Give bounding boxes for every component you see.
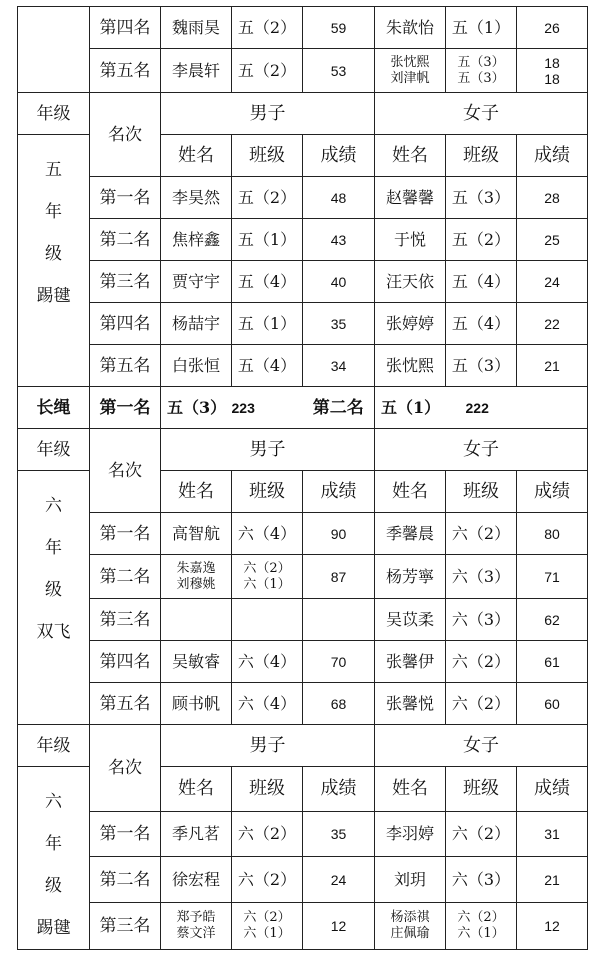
score-header: 成绩 xyxy=(303,135,375,177)
boy-score-cell: 34 xyxy=(303,345,375,387)
girl-name-cell: 赵馨馨 xyxy=(375,177,446,219)
boy-score-cell: 12 xyxy=(303,902,375,949)
boy-name-cell: 焦梓鑫 xyxy=(161,219,232,261)
table-row xyxy=(18,641,588,683)
boy-score-cell: 48 xyxy=(303,177,375,219)
girl-score-cell: 60 xyxy=(517,683,588,725)
header-row xyxy=(18,429,588,471)
table-row xyxy=(18,812,588,857)
score-header: 成绩 xyxy=(517,135,588,177)
section-label-char: 年 xyxy=(45,834,62,854)
girl-name-cell: 吴苡柔 xyxy=(375,599,446,641)
boy-score-cell: 59 xyxy=(303,7,375,49)
girl-class-cell xyxy=(446,902,517,949)
rank-cell: 第二名 xyxy=(90,219,161,261)
girl-name-cell: 朱歆怡 xyxy=(375,7,446,49)
girl-class-cell: 六（3） xyxy=(446,555,517,599)
boy-name-cell: 李昊然 xyxy=(161,177,232,219)
rank-cell: 第五名 xyxy=(90,49,161,93)
section-label xyxy=(18,767,90,950)
boy-class-cell: 五（4） xyxy=(232,345,303,387)
name-header: 姓名 xyxy=(161,135,232,177)
boy-score-cell: 35 xyxy=(303,812,375,857)
boy-name-line: 郑予皓 xyxy=(176,909,216,925)
girl-class-cell: 六（2） xyxy=(446,513,517,555)
name-header: 姓名 xyxy=(375,471,446,513)
boy-name-cell: 白张恒 xyxy=(161,345,232,387)
rank-cell: 第三名 xyxy=(90,902,161,949)
boy-class-cell: 五（2） xyxy=(232,177,303,219)
girl-score-cell: 61 xyxy=(517,641,588,683)
girl-name-cell xyxy=(375,49,446,93)
boy-class-line: 六（2） xyxy=(243,909,291,925)
girl-score-cell: 21 xyxy=(517,345,588,387)
rank-cell: 第三名 xyxy=(90,599,161,641)
section-label xyxy=(18,471,90,725)
boy-score-cell xyxy=(303,599,375,641)
girl-name-cell: 杨芳寧 xyxy=(375,555,446,599)
boy-score-cell: 90 xyxy=(303,513,375,555)
rank-header: 名次 xyxy=(90,725,161,812)
girl-class-cell: 六（2） xyxy=(446,683,517,725)
boy-class-cell: 六（4） xyxy=(232,683,303,725)
boy-name-cell: 吴敏睿 xyxy=(161,641,232,683)
boy-score-cell: 43 xyxy=(303,219,375,261)
girl-name-cell xyxy=(375,902,446,949)
header-row xyxy=(18,725,588,767)
girl-class-line: 五（3） xyxy=(457,54,505,70)
girl-score-cell: 25 xyxy=(517,219,588,261)
girl-score-cell: 26 xyxy=(517,7,588,49)
section-label-char: 级 xyxy=(45,876,62,896)
long-rope-second-class: 五（1） xyxy=(375,387,446,429)
boy-name-line: 刘穆姚 xyxy=(176,576,216,592)
girl-score-cell: 71 xyxy=(517,555,588,599)
boy-class-cell: 六（4） xyxy=(232,513,303,555)
boy-class-cell: 五（2） xyxy=(232,7,303,49)
rank-cell: 第五名 xyxy=(90,683,161,725)
girl-score-cell: 21 xyxy=(517,857,588,902)
boy-name-cell: 魏雨昊 xyxy=(161,7,232,49)
class-header: 班级 xyxy=(232,135,303,177)
boy-name-line: 蔡文洋 xyxy=(176,925,216,941)
table-row xyxy=(18,7,588,49)
boy-score-cell: 70 xyxy=(303,641,375,683)
girl-name-cell: 张馨悦 xyxy=(375,683,446,725)
girl-class-cell: 六（2） xyxy=(446,641,517,683)
girl-name-cell: 张馨伊 xyxy=(375,641,446,683)
rank-cell: 第三名 xyxy=(90,261,161,303)
girl-score-line: 18 xyxy=(544,54,560,71)
boy-name-line: 朱嘉逸 xyxy=(176,560,216,576)
boy-class-line: 六（2） xyxy=(243,560,291,576)
girl-class-cell: 五（1） xyxy=(446,7,517,49)
section-label-char: 级 xyxy=(45,244,62,264)
girl-class-cell: 五（4） xyxy=(446,303,517,345)
girl-score-cell: 62 xyxy=(517,599,588,641)
girl-name-cell: 刘玥 xyxy=(375,857,446,902)
grade-header: 年级 xyxy=(18,429,90,471)
section-label-char: 踢毽 xyxy=(36,918,71,938)
girl-class-cell: 五（3） xyxy=(446,177,517,219)
table-row xyxy=(18,49,588,93)
girl-name-line: 张忱熙 xyxy=(390,54,430,70)
grade-header: 年级 xyxy=(18,93,90,135)
girl-name-cell: 季馨晨 xyxy=(375,513,446,555)
rank-cell: 第五名 xyxy=(90,345,161,387)
boy-name-cell xyxy=(161,555,232,599)
section-label-char: 年 xyxy=(45,538,62,558)
boy-name-cell: 徐宏程 xyxy=(161,857,232,902)
girls-header: 女子 xyxy=(375,725,588,767)
boy-class-cell: 五（2） xyxy=(232,49,303,93)
girl-score-cell: 31 xyxy=(517,812,588,857)
boys-header: 男子 xyxy=(161,93,375,135)
boy-class-cell xyxy=(232,599,303,641)
girl-score-cell xyxy=(517,49,588,93)
boy-score-cell: 35 xyxy=(303,303,375,345)
long-rope-first-score: 223 xyxy=(232,387,303,429)
section-label-char: 踢毽 xyxy=(36,286,71,306)
table-row xyxy=(18,345,588,387)
table-row xyxy=(18,683,588,725)
class-header: 班级 xyxy=(446,767,517,812)
table-row xyxy=(18,555,588,599)
rank-cell: 第二名 xyxy=(90,857,161,902)
rank-cell: 第一名 xyxy=(90,812,161,857)
girl-name-cell: 张忱熙 xyxy=(375,345,446,387)
section-label-char: 五 xyxy=(45,160,62,180)
long-rope-first-class: 五（3） xyxy=(161,387,232,429)
header-row xyxy=(18,93,588,135)
class-header: 班级 xyxy=(446,135,517,177)
rank-cell: 第四名 xyxy=(90,7,161,49)
girl-score-cell: 28 xyxy=(517,177,588,219)
name-header: 姓名 xyxy=(161,471,232,513)
boy-name-cell: 贾守宇 xyxy=(161,261,232,303)
girl-class-cell: 六（3） xyxy=(446,857,517,902)
boy-class-cell xyxy=(232,902,303,949)
boy-class-cell: 六（2） xyxy=(232,812,303,857)
girl-score-cell: 22 xyxy=(517,303,588,345)
girl-class-line: 六（1） xyxy=(457,925,505,941)
section-label xyxy=(18,135,90,387)
long-rope-second-score: 222 xyxy=(446,387,588,429)
table-row xyxy=(18,513,588,555)
rank-cell: 第二名 xyxy=(90,555,161,599)
section-label-char: 年 xyxy=(45,202,62,222)
girls-header: 女子 xyxy=(375,429,588,471)
table-row xyxy=(18,303,588,345)
boy-score-cell: 68 xyxy=(303,683,375,725)
girl-score-cell: 24 xyxy=(517,261,588,303)
girl-name-cell: 李羽婷 xyxy=(375,812,446,857)
boy-name-cell: 季凡茗 xyxy=(161,812,232,857)
girl-score-cell: 80 xyxy=(517,513,588,555)
table-row xyxy=(18,261,588,303)
name-header: 姓名 xyxy=(375,135,446,177)
class-header: 班级 xyxy=(446,471,517,513)
table-row xyxy=(18,219,588,261)
section-label-char: 六 xyxy=(45,792,62,812)
rank-cell: 第四名 xyxy=(90,303,161,345)
boy-score-cell: 40 xyxy=(303,261,375,303)
boy-class-cell: 五（1） xyxy=(232,219,303,261)
boy-name-cell xyxy=(161,599,232,641)
girl-score-line: 18 xyxy=(544,70,560,87)
table-row xyxy=(18,902,588,949)
girl-class-cell: 五（3） xyxy=(446,345,517,387)
boy-class-cell: 六（4） xyxy=(232,641,303,683)
table-row xyxy=(18,857,588,902)
girl-class-cell: 六（3） xyxy=(446,599,517,641)
girl-class-cell: 五（4） xyxy=(446,261,517,303)
long-rope-row xyxy=(18,387,588,429)
score-header: 成绩 xyxy=(517,767,588,812)
girls-header: 女子 xyxy=(375,93,588,135)
rank-header: 名次 xyxy=(90,93,161,177)
grade-header: 年级 xyxy=(18,725,90,767)
long-rope-first-rank: 第一名 xyxy=(90,387,161,429)
girl-name-cell: 汪天依 xyxy=(375,261,446,303)
girl-class-cell xyxy=(446,49,517,93)
table-row xyxy=(18,599,588,641)
boy-name-cell: 杨喆宇 xyxy=(161,303,232,345)
boy-score-cell: 53 xyxy=(303,49,375,93)
boy-score-cell: 24 xyxy=(303,857,375,902)
rank-cell: 第一名 xyxy=(90,177,161,219)
score-header: 成绩 xyxy=(517,471,588,513)
boy-class-cell xyxy=(232,555,303,599)
name-header: 姓名 xyxy=(161,767,232,812)
boy-name-cell: 顾书帆 xyxy=(161,683,232,725)
girl-class-line: 五（3） xyxy=(457,70,505,86)
girl-score-cell: 12 xyxy=(517,902,588,949)
girl-name-cell: 于悦 xyxy=(375,219,446,261)
boy-score-cell: 87 xyxy=(303,555,375,599)
class-header: 班级 xyxy=(232,471,303,513)
girl-name-line: 刘津帆 xyxy=(390,70,430,86)
class-header: 班级 xyxy=(232,767,303,812)
girl-name-cell: 张婷婷 xyxy=(375,303,446,345)
score-header: 成绩 xyxy=(303,767,375,812)
girl-class-line: 六（2） xyxy=(457,909,505,925)
score-header: 成绩 xyxy=(303,471,375,513)
boys-header: 男子 xyxy=(161,725,375,767)
section-label-char: 级 xyxy=(45,580,62,600)
boy-name-cell: 李晨轩 xyxy=(161,49,232,93)
table-row xyxy=(18,177,588,219)
boy-class-cell: 六（2） xyxy=(232,857,303,902)
rank-cell: 第四名 xyxy=(90,641,161,683)
name-header: 姓名 xyxy=(375,767,446,812)
long-rope-second-rank: 第二名 xyxy=(303,387,375,429)
results-table xyxy=(17,6,588,950)
girl-class-cell: 五（2） xyxy=(446,219,517,261)
girl-name-line: 杨添祺 xyxy=(390,909,430,925)
rank-header: 名次 xyxy=(90,429,161,513)
girl-class-cell: 六（2） xyxy=(446,812,517,857)
rank-cell: 第一名 xyxy=(90,513,161,555)
girl-name-line: 庄佩瑜 xyxy=(390,925,430,941)
boy-class-cell: 五（1） xyxy=(232,303,303,345)
boy-class-line: 六（1） xyxy=(243,576,291,592)
boy-name-cell: 高智航 xyxy=(161,513,232,555)
boy-class-line: 六（1） xyxy=(243,925,291,941)
boy-name-cell xyxy=(161,902,232,949)
section-label-char: 双飞 xyxy=(36,622,71,642)
section-label-char: 六 xyxy=(45,496,62,516)
long-rope-label: 长绳 xyxy=(18,387,90,429)
boys-header: 男子 xyxy=(161,429,375,471)
boy-class-cell: 五（4） xyxy=(232,261,303,303)
section-label-blank xyxy=(18,7,90,93)
